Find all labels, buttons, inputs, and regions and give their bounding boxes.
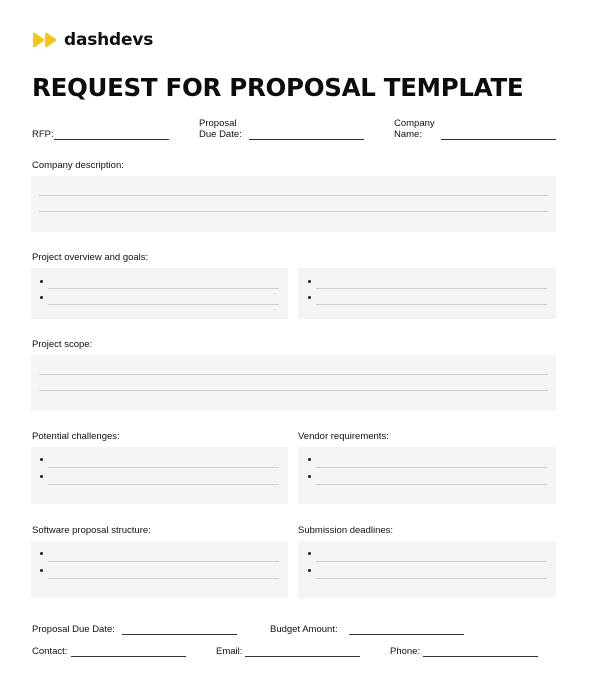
writing-line	[316, 304, 547, 305]
project-overview-box-left[interactable]	[31, 268, 288, 319]
writing-line	[48, 484, 279, 485]
play-forward-icon	[32, 32, 58, 48]
company-name-label-line2: Name:	[394, 129, 422, 140]
email-label: Email:	[216, 646, 243, 657]
writing-line	[48, 288, 279, 289]
proposal-due-date-label-line2: Due Date:	[199, 129, 242, 140]
contact-field[interactable]	[71, 656, 186, 657]
bullet-point	[308, 458, 311, 461]
potential-challenges-label: Potential challenges:	[32, 431, 120, 442]
rfp-field[interactable]	[54, 139, 169, 140]
writing-line	[39, 390, 548, 391]
software-structure-label: Software proposal structure:	[32, 525, 151, 536]
company-name-field[interactable]	[441, 139, 556, 140]
bullet-point	[40, 296, 43, 299]
writing-line	[48, 467, 279, 468]
project-overview-box-right[interactable]	[298, 268, 556, 319]
vendor-requirements-box[interactable]	[298, 447, 556, 504]
brand-logo	[32, 30, 153, 50]
writing-line	[316, 561, 547, 562]
writing-line	[48, 561, 279, 562]
phone-label: Phone:	[390, 646, 421, 657]
submission-deadlines-box[interactable]	[298, 541, 556, 598]
company-description-label: Company description:	[32, 160, 124, 171]
brand-name: dashdevs	[64, 30, 154, 50]
company-name-label-line1: Company	[394, 118, 435, 129]
bullet-point	[40, 280, 43, 283]
writing-line	[39, 211, 548, 212]
company-description-box[interactable]	[31, 176, 556, 232]
writing-line	[316, 288, 547, 289]
bullet-point	[40, 569, 43, 572]
potential-challenges-box[interactable]	[31, 447, 288, 504]
page-title: REQUEST FOR PROPOSAL TEMPLATE	[32, 73, 524, 102]
writing-line	[316, 467, 547, 468]
bullet-point	[308, 569, 311, 572]
bullet-point	[308, 280, 311, 283]
writing-line	[39, 374, 548, 375]
writing-line	[48, 304, 279, 305]
writing-line	[316, 578, 547, 579]
project-scope-label: Project scope:	[32, 339, 93, 350]
phone-field[interactable]	[423, 656, 538, 657]
bullet-point	[40, 458, 43, 461]
proposal-due-date-field[interactable]	[249, 139, 364, 140]
footer-proposal-due-date-field[interactable]	[122, 634, 237, 635]
writing-line	[48, 578, 279, 579]
writing-line	[39, 195, 548, 196]
rfp-label: RFP:	[32, 129, 54, 140]
budget-amount-field[interactable]	[349, 634, 464, 635]
footer-proposal-due-date-label: Proposal Due Date:	[32, 624, 115, 635]
project-overview-label: Project overview and goals:	[32, 252, 149, 263]
contact-label: Contact:	[32, 646, 68, 657]
submission-deadlines-label: Submission deadlines:	[298, 525, 394, 536]
bullet-point	[308, 475, 311, 478]
bullet-point	[40, 552, 43, 555]
software-structure-box[interactable]	[31, 541, 288, 598]
vendor-requirements-label: Vendor requirements:	[298, 431, 389, 442]
bullet-point	[308, 296, 311, 299]
writing-line	[316, 484, 547, 485]
project-scope-box[interactable]	[31, 355, 556, 411]
bullet-point	[40, 475, 43, 478]
proposal-due-date-label-line1: Proposal	[199, 118, 237, 129]
budget-amount-label: Budget Amount:	[270, 624, 338, 635]
bullet-point	[308, 552, 311, 555]
email-field[interactable]	[245, 656, 360, 657]
